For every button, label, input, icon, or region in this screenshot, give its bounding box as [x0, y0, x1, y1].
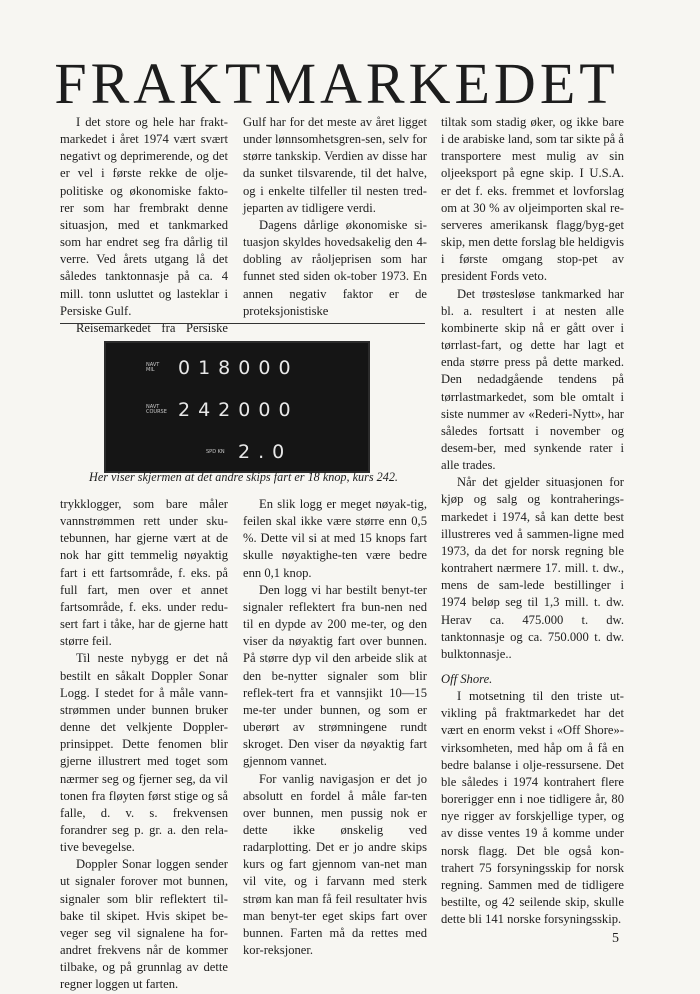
- paragraph: Dagens dårlige økonomiske si-tuasjon skyldes hovedsakelig den 4-dobling av råoljeprisen som har funnet sted siden ok-tober 1973. En annen negativ faktor er de proteksjonistiske: [243, 217, 427, 318]
- display-label: SPD KN: [206, 448, 225, 455]
- display-value: 2.0: [238, 441, 293, 463]
- paragraph: Den logg vi har bestilt benyt-ter signaler reflektert fra bun-nen ned til en dypde av 200 me-ter, og den viser da nøyaktig fart over bunnen. På større dyp vil den arbeide slik at den be-nytter signaler som blir reflek-tert fra et vannsjikt 10—15 me-ter under bunnen, og som er uberørt av strømningene rundt skroget. Den viser da nøyaktig fart gjennom vannet.: [243, 582, 427, 769]
- paragraph: Når det gjelder situasjonen for kjøp og salg og kontraherings-markedet i 1974, så kan dette best illustreres ved å sammen-ligne med 1973, da det for norsk regning ble kontrahert nærmere 17. mill. t. dw., mens de sam-lede bestillinger i 1974 beløp seg til 1,3 mill. t. dw. Herav ca. 475.000 t. dw. tanktonnasje og ca. 750.000 t. dw. bulktonnasje..: [441, 475, 624, 661]
- column-2-top: [243, 114, 427, 320]
- paragraph: Gulf har for det meste av året ligget under lønnsomhetsgren-sen, selv for større tankskip. Verdien av disse har da sunket tilsvarende, til det halve, og i enkelte tilfeller til nesten tred-jeparten av tidligere verdi.: [243, 115, 427, 215]
- display-value: 018000: [178, 357, 299, 379]
- paragraph: Til neste nybygg er det nå bestilt en såkalt Doppler Sonar Logg. I stedet for å måle vann-strømmen under bunnen bruker denne det velkjente Doppler-prinsippet. Dette fenomen blir gjerne illustrert med toget som nærmer seg og fjerner seg, da vil tonen fra fløyten først stige og så falle, d. v. s. frekvensen forandrer seg p. gr. a. den rela-tive bevegelse.: [60, 651, 228, 855]
- column-2-bottom: [243, 496, 427, 959]
- column-divider-rule: [60, 323, 425, 324]
- paragraph: tiltak som stadig øker, og ikke bare i de arabiske land, som tar sikte på å transportere mest mulig av sin oljeeksport på egne skip. I U.S.A. er det f. eks. fremmet et lovforslag om at 30 % av oljeimporten skal re-serveres amerikansk flagg/byg-get skip, men dette forslag ble heldigvis i første omgang stop-pet av president Fords veto.: [441, 115, 624, 284]
- paragraph: Det trøstesløse tankmarked har bl. a. resultert i at nesten alle kombinerte skip nå er gått over i tørrlast-fart, og dette har lagt et enda større press på dette marked. Den nedadgående tendens på tørrlastmarkedet, som ble omtalt i siste nummer av «Rederi-Nytt», har således fortsatt i november og desem-ber, med synkende rater i alle trades.: [441, 286, 624, 473]
- column-3: [441, 114, 624, 928]
- paragraph: Reisemarkedet fra Persiske: [76, 320, 228, 335]
- paragraph: Doppler Sonar loggen sender ut signaler forover mot bunnen, signaler som blir reflektert til-bake til skipet. Hvis skipet be-veger seg vil signalene ha for-andret frekvens når de kommer tilbake, og på grunnlag av dette regner loggen ut farten.: [60, 857, 228, 992]
- doppler-log-display-photo: [104, 341, 370, 473]
- display-row-distance: [146, 357, 299, 379]
- display-label: NAVT MIL: [146, 362, 160, 373]
- display-label: NAVT COURSE: [146, 404, 167, 415]
- page-number: 5: [612, 931, 619, 946]
- paragraph: I det store og hele har frakt-markedet i året 1974 vært svært negativt og deprimerende, og det er vel i første rekke de olje-politiske og økonomiske fakto-rer som har frembrakt denne situasjon, med et tankmarked som har endret seg fra dårlig til verre. Ved årets utgang lå det således tanktonnasje på ca. 4 mill. tonn usluttet og lasteklar i Persiske Gulf.: [60, 115, 228, 318]
- paragraph: trykklogger, som bare måler vannstrømmen rett under sku-tebunnen, har gjerne vært at de nok har gitt temmelig nøyaktig fart i ett fartsområde, f. eks. på full fart, men over et annet fartsområde, f. eks. under redu-sert fart i tåke, har de gjerne hatt større feil.: [60, 497, 228, 649]
- page-title: FRAKTMARKEDET: [54, 51, 619, 116]
- section-heading: Off Shore.: [441, 672, 493, 686]
- display-value: 242000: [178, 399, 299, 421]
- column-1-top: [60, 114, 228, 337]
- display-row-course: [146, 399, 299, 421]
- display-row-speed: [206, 441, 292, 463]
- paragraph: I motsetning til den triste ut-vikling på fraktmarkedet har det vært en enorm vekst i «Off Shore»-virksomheten, med håp om å få en bedre balanse i olje-ressursene. Det ble således i 1974 kontrahert flere borerigger enn i noe tidligere år, 80 nye rigger av forskjellige typer, og av disse ventes 19 å komme under norsk flagg. Det ble også kon-trahert 75 forsyningsskip for norsk regning. Sammen med de tidligere bestilte, og 42 seilende skip, skulle dette bli 141 norske forsyningsskip.: [441, 689, 624, 927]
- paragraph: For vanlig navigasjon er det jo absolutt en fordel å måle far-ten over bunnen, men pussig nok er dette ikke ønskelig ved radarplotting. Det er jo andre skips kurs og fart gjennom van-net man vil vite, og i farvann med sterk strøm kan man få feil resultater hvis man benyt-ter eget skips fart over bunnen. Farten må da rettes med kor-reksjoner.: [243, 771, 427, 958]
- photo-caption: Her viser skjermen at det andre skips fart er 18 knop, kurs 242.: [89, 470, 398, 484]
- paragraph: En slik logg er meget nøyak-tig, feilen skal ikke være større enn 0,5 %. Dette vil si at med 15 knops fart skulle nøyaktighe-ten være bedre enn 0,1 knop.: [243, 497, 427, 580]
- column-1-bottom: [60, 496, 228, 994]
